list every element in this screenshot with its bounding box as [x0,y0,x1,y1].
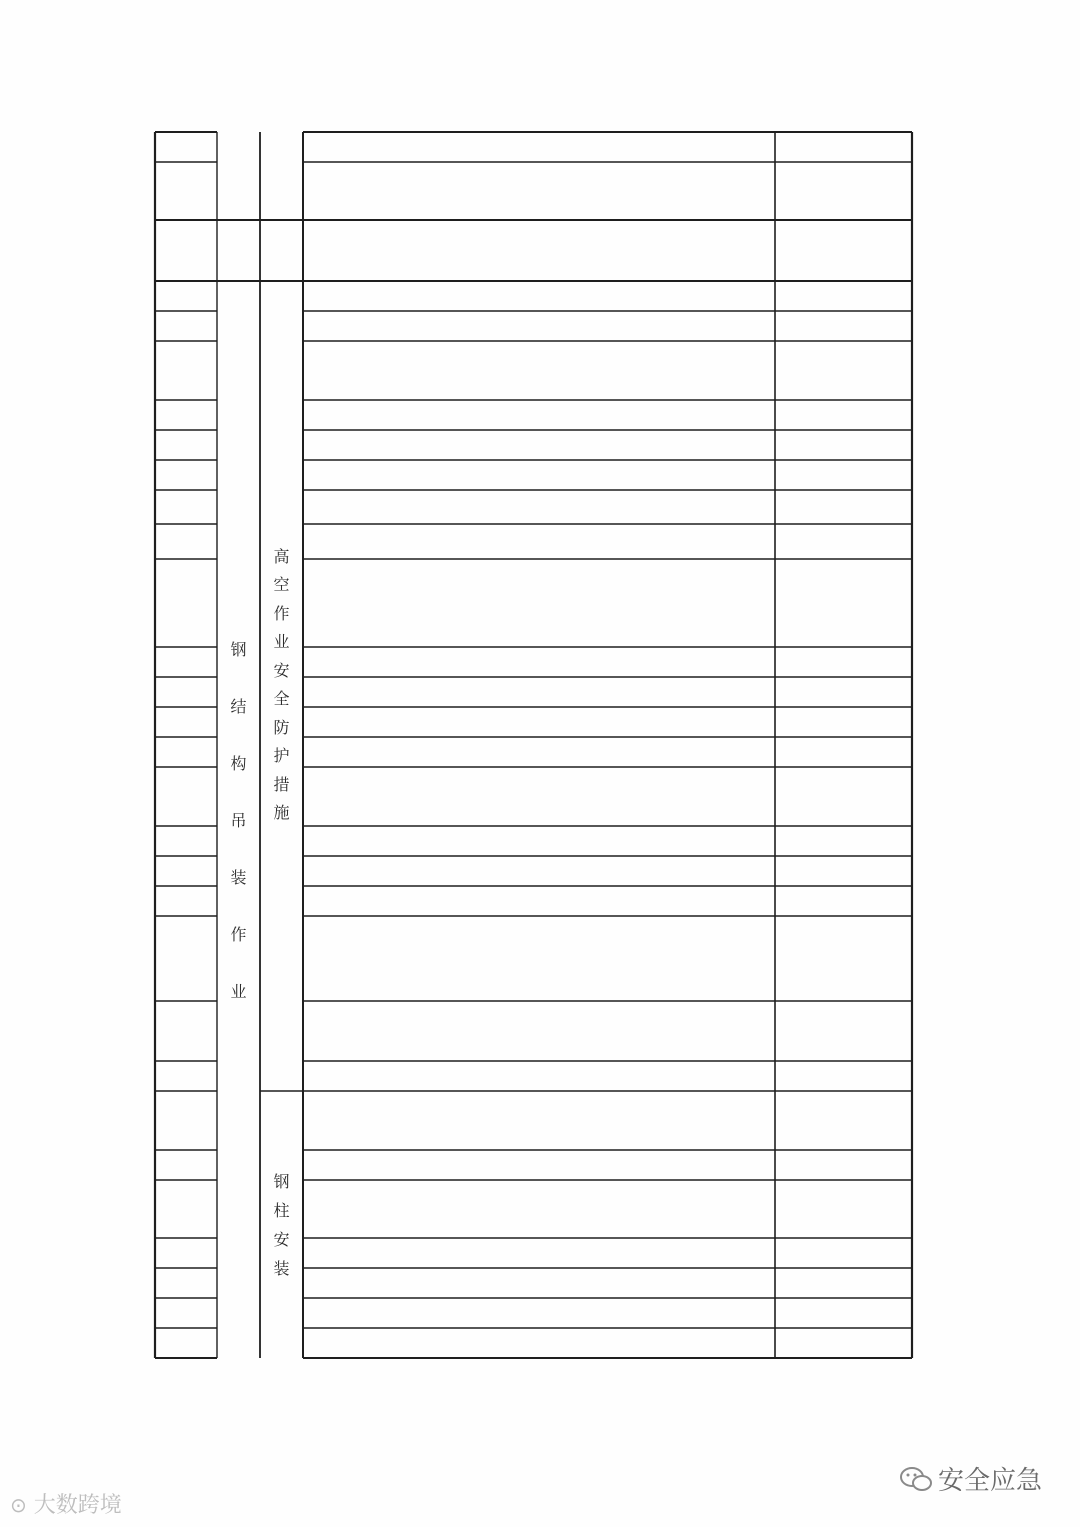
row-number [155,162,217,220]
vertical-char: 护 [273,746,290,765]
watermark-left: ⊙ 大数跨境 [10,1493,122,1518]
injury-type [775,916,912,1001]
process-label [217,620,260,1020]
hazard-source [303,1150,775,1180]
vertical-char: 业 [273,632,290,651]
row-number [155,737,217,767]
hazard-source [303,1328,775,1358]
injury-type [775,1061,912,1091]
hazard-source [303,737,775,767]
injury-type [775,767,912,826]
injury-type [775,707,912,737]
row-number [155,826,217,856]
row-number [155,677,217,707]
injury-type [775,281,912,311]
injury-type [775,737,912,767]
row-number [155,281,217,311]
vertical-char: 钢 [273,1172,290,1191]
injury-type [775,490,912,524]
hazard-source [303,1298,775,1328]
vertical-char: 全 [273,689,290,708]
injury-type [775,647,912,677]
vertical-char: 措 [273,774,290,794]
row-number [155,707,217,737]
hazard-source [303,886,775,916]
injury-type [775,1180,912,1238]
row-number [155,1001,217,1061]
row-number [155,767,217,826]
injury-type [775,559,912,647]
vertical-char: 作 [273,603,290,623]
hazard-source [303,1061,775,1091]
header-process [217,220,303,281]
vertical-char: 装 [230,867,247,887]
injury-type [775,1268,912,1298]
injury-type [775,1001,912,1061]
header-seq [155,220,217,281]
row-number [155,132,217,162]
injury-type [775,341,912,400]
wechat-icon [900,1466,932,1492]
injury-type [775,400,912,430]
activity-label-steel-column [260,1160,303,1290]
row-number [155,460,217,490]
row-number [155,916,217,1001]
row-number [155,856,217,886]
row-number [155,1268,217,1298]
injury-type [775,132,912,162]
injury-type [775,1238,912,1268]
vertical-char: 安 [273,660,290,680]
hazard-source [303,132,775,162]
hazard-source [303,1268,775,1298]
vertical-char: 钢 [230,639,247,659]
hazard-source [303,1001,775,1061]
injury-type [775,1328,912,1358]
hazard-source [303,524,775,559]
row-number [155,430,217,460]
row-number [155,1091,217,1150]
vertical-char: 装 [273,1259,290,1278]
vertical-char: 防 [273,717,290,737]
injury-type [775,1150,912,1180]
row-number [155,1298,217,1328]
hazard-source [303,677,775,707]
hazard-source [303,400,775,430]
hazard-source [303,856,775,886]
row-number [155,311,217,341]
hazard-source [303,341,775,400]
vertical-char: 高 [273,546,290,566]
hazard-source [303,707,775,737]
injury-type [775,886,912,916]
row-number [155,1180,217,1238]
injury-type [775,826,912,856]
hazard-source [303,916,775,1001]
row-number [155,886,217,916]
row-number [155,1061,217,1091]
hazard-source [303,1091,775,1150]
injury-type [775,460,912,490]
watermark-right: 安全应急 [900,1460,1042,1497]
row-number [155,400,217,430]
hazard-source [303,826,775,856]
row-number [155,490,217,524]
vertical-char: 空 [273,575,290,594]
vertical-char: 柱 [273,1201,290,1220]
injury-type [775,311,912,341]
hazard-source [303,430,775,460]
hazard-source [303,490,775,524]
vertical-char: 施 [273,803,290,822]
hazard-source [303,647,775,677]
header-hazard [303,220,775,281]
header-injury [775,220,912,281]
vertical-char: 结 [230,696,247,716]
injury-type [775,524,912,559]
watermark-logo-icon: ⊙ [10,1493,27,1517]
hazard-source [303,311,775,341]
hazard-source [303,1180,775,1238]
hazard-source [303,1238,775,1268]
injury-type [775,1298,912,1328]
injury-type [775,856,912,886]
row-number [155,559,217,647]
hazard-source [303,460,775,490]
row-number [155,1328,217,1358]
vertical-char: 业 [230,981,247,1001]
activity-label-high-work [260,540,303,830]
vertical-char: 吊 [230,810,247,830]
row-number [155,341,217,400]
vertical-char: 构 [230,753,247,773]
row-number [155,1150,217,1180]
vertical-char: 安 [273,1230,290,1249]
row-number [155,647,217,677]
hazard-source [303,559,775,647]
row-number [155,1238,217,1268]
injury-type [775,677,912,707]
vertical-char: 作 [230,924,247,944]
injury-type [775,430,912,460]
hazard-source [303,767,775,826]
injury-type [775,1091,912,1150]
hazard-source [303,162,775,220]
hazard-source [303,281,775,311]
row-number [155,524,217,559]
injury-type [775,162,912,220]
